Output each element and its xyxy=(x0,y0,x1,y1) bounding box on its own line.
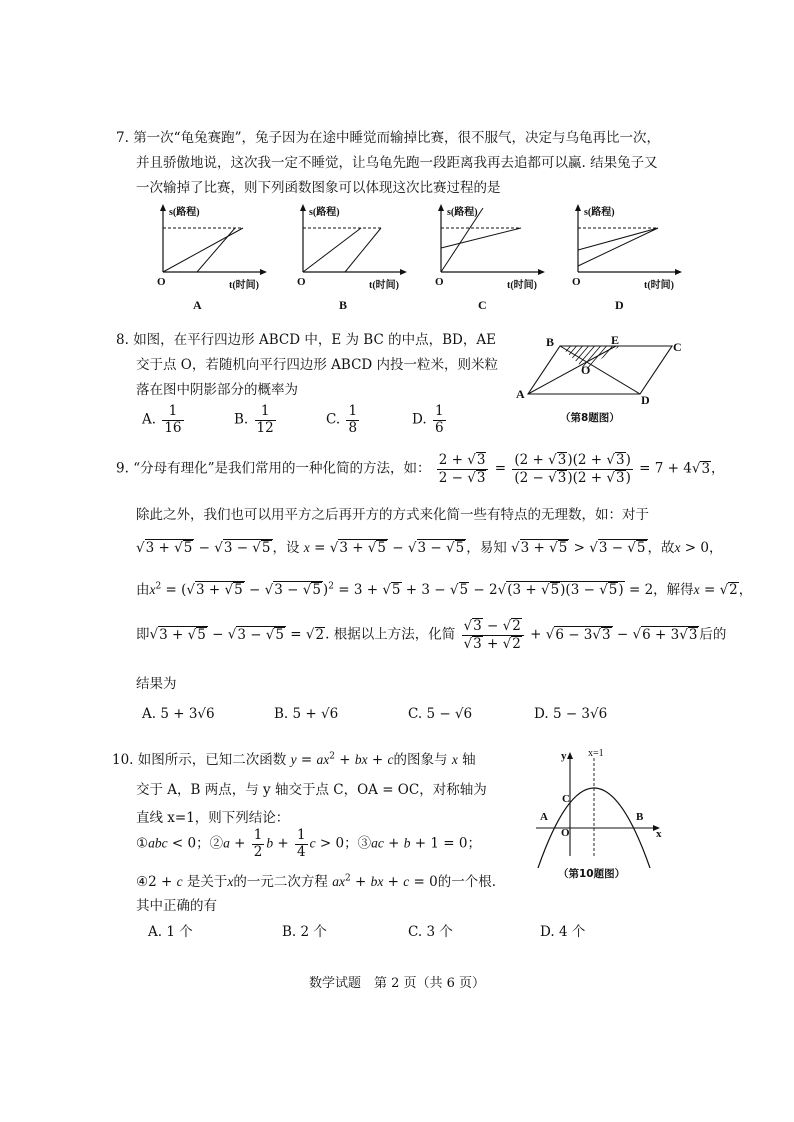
q8-line1: 8. 如图，在平行四边形 ABCD 中，E 为 BC 的中点，BD，AE xyxy=(116,332,496,348)
graph-d-svg xyxy=(560,200,690,320)
q9-option-c[interactable]: C. 5 − √6 xyxy=(408,706,473,722)
q9-line3: √3 + √5 − √3 − √5 ，设 x = √3 + √5 − √3 − √5 ，易知 √3 + √5 > √3 − √5 ，故x > 0， xyxy=(136,540,723,556)
q8-option-c[interactable]: C. $\frac{1}{8}$ xyxy=(326,403,358,436)
q9-option-b[interactable]: B. 5 + √6 xyxy=(274,706,339,722)
q10-line2: 交于 A，B 两点，与 y 轴交于点 C，OA = OC，对称轴为 xyxy=(136,782,487,798)
q8-option-a[interactable]: A. $\frac{1}{16}$ xyxy=(142,403,182,436)
q7-line1: 7. 第一次“龟兔赛跑”，兔子因为在途中睡觉而输掉比赛，很不服气，决定与乌龟再比一次， xyxy=(116,130,660,146)
q10-option-d[interactable]: D. 4 个 xyxy=(540,924,586,940)
q9-option-a[interactable]: A. 5 + 3√6 xyxy=(142,706,215,722)
q10-line4: ①abc < 0；②a + $\frac{1}{2}$ b + $\frac{1}{4}$ c > 0；③ac + b + 1 = 0； xyxy=(136,827,481,860)
q10-figure: y x=1 C A O B x （第10题图） xyxy=(528,750,678,885)
graph-c-svg xyxy=(423,200,553,320)
q9-line6: 结果为 xyxy=(136,676,177,692)
parabola-svg xyxy=(528,750,678,885)
graph-a-label: A xyxy=(193,298,202,312)
q7-number: 7. xyxy=(116,130,129,146)
q8-line2: 交于点 O，若随机向平行四边形 ABCD 内投一粒米，则米粒 xyxy=(136,357,499,373)
q10-option-b[interactable]: B. 2 个 xyxy=(282,924,327,940)
q9-line1: 9. “分母有理化”是我们常用的一种化简的方法，如： $\frac{2 + √3}{2 - √3}$ = $\frac{(2 + √3)(2 + √3)}{(2 - √3)(2 + √3)}$ = 7 + 4√3， xyxy=(116,452,725,486)
q10-line5: ④2 + c 是关于x的一元二次方程 $ax^2$ + bx + c = 0的一个根. xyxy=(136,873,497,890)
q7-graph-c: s(路程) O t(时间) C xyxy=(423,200,553,320)
q8-line3: 落在图中阴影部分的概率为 xyxy=(136,382,298,398)
graph-d-label: D xyxy=(615,298,624,312)
q7-line3: 一次输掉了比赛，则下列函数图象可以体现这次比赛过程的是 xyxy=(136,180,501,196)
q8-option-b[interactable]: B. $\frac{1}{12}$ xyxy=(234,403,274,436)
q7-graph-b: s(路程) O t(时间) B xyxy=(285,200,415,320)
q9-line5: 即√3 + √5 − √3 − √5 = √2. 根据以上方法，化简 $\frac{√3 - √2}{√3 + √2}$ + √6 − 3√3 − √6 + 3√3 后的 xyxy=(136,618,727,652)
q7-graph-a: s(路程) O t(时间) A xyxy=(145,200,275,320)
q10-option-c[interactable]: C. 3 个 xyxy=(408,924,453,940)
q8-number: 8. xyxy=(116,332,129,348)
page-footer: 数学试题 第 2 页（共 6 页） xyxy=(308,976,486,991)
q8-caption: （第8题图） xyxy=(560,412,620,424)
q10-number: 10. xyxy=(112,752,134,768)
q9-number: 9. xyxy=(116,460,129,477)
q7-graph-d: s(路程) O t(时间) D xyxy=(560,200,690,320)
graph-c-label: C xyxy=(478,298,487,312)
q9-line4: 由$x^2 = (√3 + √5 - √3 - √5$ )$^2$ = 3 + √5 + 3 − √5 − 2√(3 + √5)(3 − √5) = 2，解得x = √2， xyxy=(136,581,753,598)
q8-option-d[interactable]: D. $\frac{1}{6}$ xyxy=(412,403,444,436)
graph-b-label: B xyxy=(339,298,348,312)
graph-b-svg xyxy=(285,200,415,320)
graph-a-svg xyxy=(145,200,275,320)
q10-line6: 其中正确的有 xyxy=(136,898,217,914)
q10-option-a[interactable]: A. 1 个 xyxy=(148,924,193,940)
q10-line3: 直线 x=1，则下列结论： xyxy=(136,810,290,826)
q10-caption: （第10题图） xyxy=(558,868,626,880)
q9-option-d[interactable]: D. 5 − 3√6 xyxy=(534,706,608,722)
q10-line1: 10. 如图所示，已知二次函数 $y = ax^2$ + bx + c的图象与 x 轴 xyxy=(112,751,476,768)
q9-line2: 除此之外，我们也可以用平方之后再开方的方式来化简一些有特点的无理数，如：对于 xyxy=(136,507,649,523)
q7-line2: 并且骄傲地说，这次我一定不睡觉，让乌龟先跑一段距离我再去追都可以赢. 结果兔子又 xyxy=(136,155,658,171)
q8-figure: A B E C O D （第8题图） xyxy=(510,330,700,430)
